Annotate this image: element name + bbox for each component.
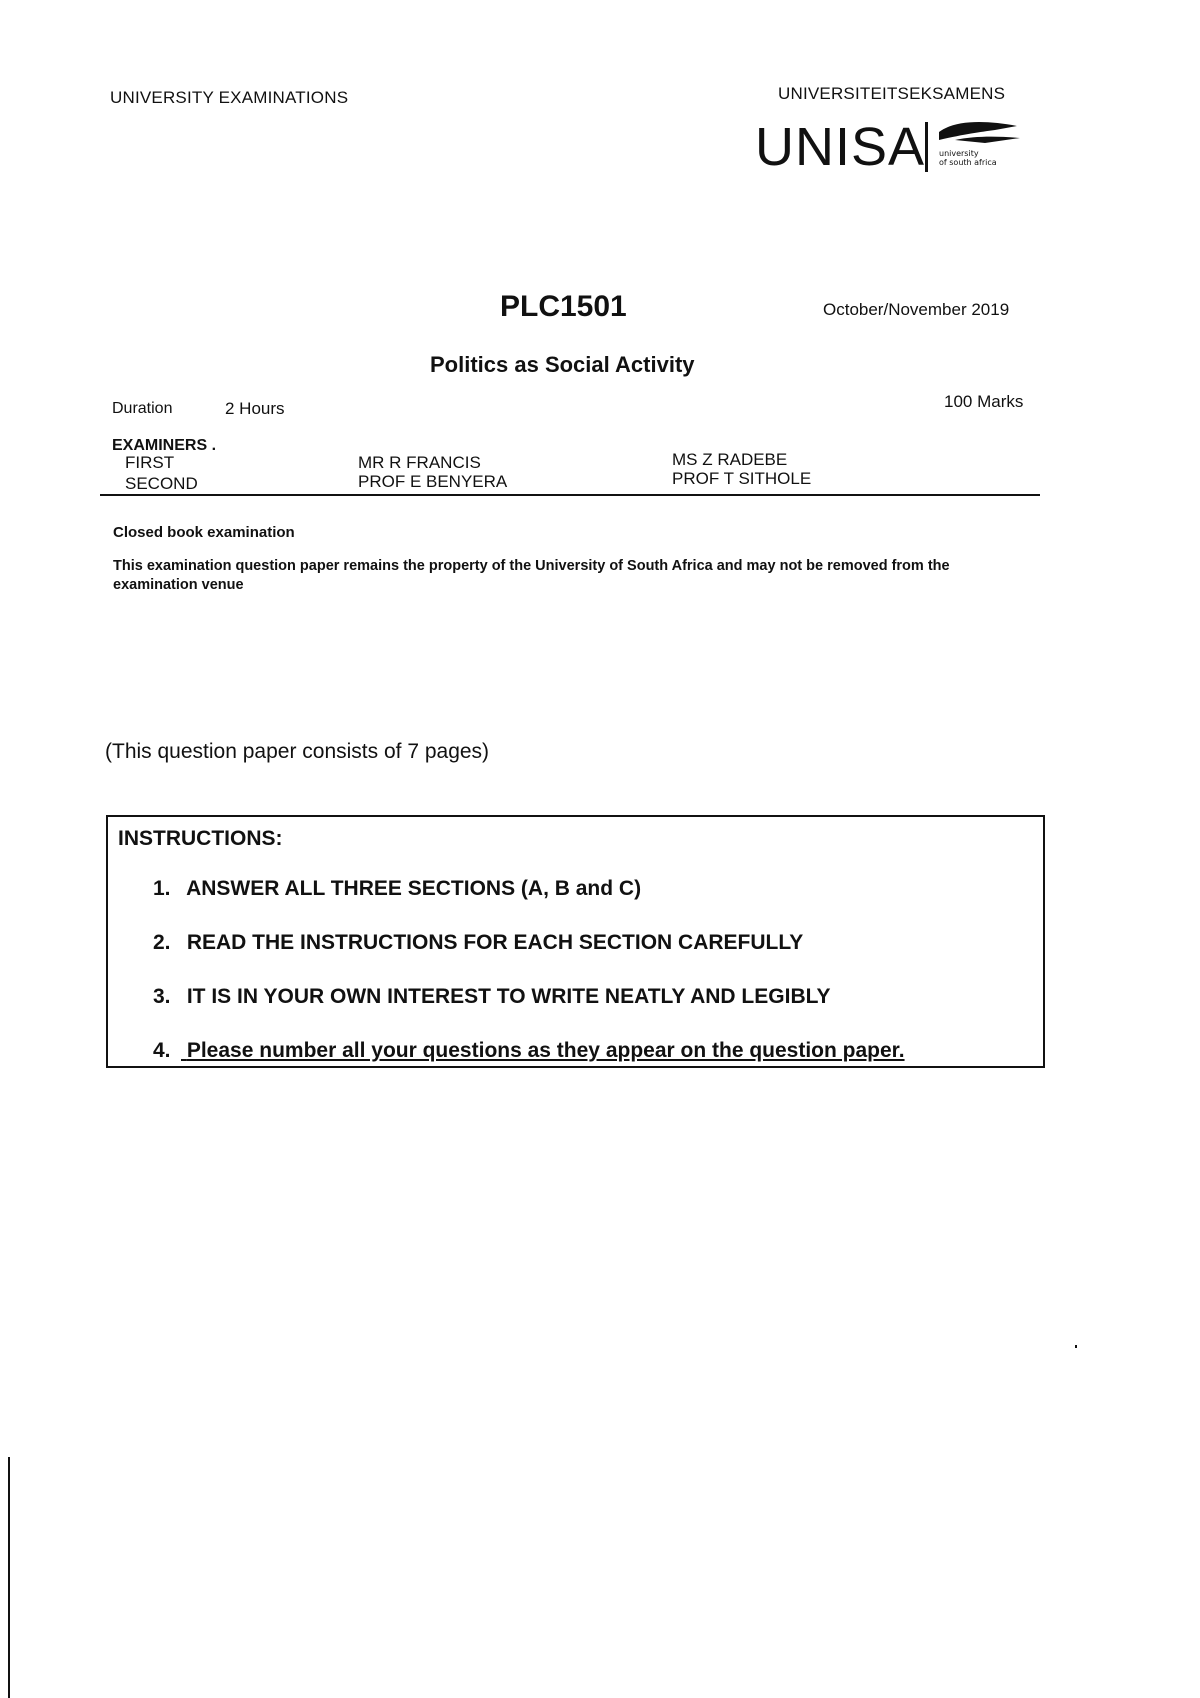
property-notice: This examination question paper remains the property of the University of South Africa and may not be removed from the examination venue xyxy=(113,558,950,593)
module-title: Politics as Social Activity xyxy=(430,352,695,377)
header-universiteitseksamens: UNIVERSITEITSEKSAMENS xyxy=(778,84,1006,103)
instructions-title: INSTRUCTIONS: xyxy=(118,827,283,850)
module-code: PLC1501 xyxy=(500,290,627,323)
examiner-name: PROF T SITHOLE xyxy=(672,469,812,488)
svg-text:of south africa: of south africa xyxy=(939,158,997,167)
examiner-row-label: FIRST xyxy=(125,453,175,472)
instruction-text: Please number all your questions as they appear on the question paper. xyxy=(186,1039,905,1062)
examiner-row-label: SECOND xyxy=(125,474,198,493)
examiner-name: PROF E BENYERA xyxy=(358,472,508,491)
header-divider xyxy=(100,494,1040,496)
examiners-heading: EXAMINERS . xyxy=(112,437,217,454)
closed-book-note: Closed book examination xyxy=(113,524,295,541)
instruction-item xyxy=(153,931,803,955)
total-marks: 100 Marks xyxy=(944,392,1024,411)
unisa-logo xyxy=(755,118,1025,180)
unisa-emblem-icon xyxy=(925,118,1025,178)
instruction-item xyxy=(153,877,641,901)
instruction-text: IT IS IN YOUR OWN INTEREST TO WRITE NEATLY AND LEGIBLY xyxy=(186,985,831,1008)
instructions-box xyxy=(106,815,1045,1068)
instruction-text: ANSWER ALL THREE SECTIONS (A, B and C) xyxy=(186,877,642,900)
instruction-number: 2. xyxy=(153,931,171,954)
examiner-name: MS Z RADEBE xyxy=(672,450,788,469)
instruction-item xyxy=(153,1039,905,1063)
examiner-name: MR R FRANCIS xyxy=(358,453,481,472)
scan-artifact-dot xyxy=(1075,1345,1077,1348)
instruction-item xyxy=(153,985,831,1009)
duration-label: Duration xyxy=(112,400,173,417)
svg-text:university: university xyxy=(939,149,979,158)
scan-artifact-line xyxy=(8,1457,10,1698)
page-count-note: (This question paper consists of 7 pages) xyxy=(105,740,490,763)
instruction-number: 3. xyxy=(153,985,171,1008)
instruction-text: READ THE INSTRUCTIONS FOR EACH SECTION CAREFULLY xyxy=(186,931,804,954)
instruction-number: 1. xyxy=(153,877,171,900)
instruction-number: 4. xyxy=(153,1039,171,1062)
header-university-examinations: UNIVERSITY EXAMINATIONS xyxy=(110,88,349,107)
duration-value: 2 Hours xyxy=(225,399,285,418)
exam-date: October/November 2019 xyxy=(823,300,1010,319)
logo-wordmark: UNISA xyxy=(755,117,926,177)
